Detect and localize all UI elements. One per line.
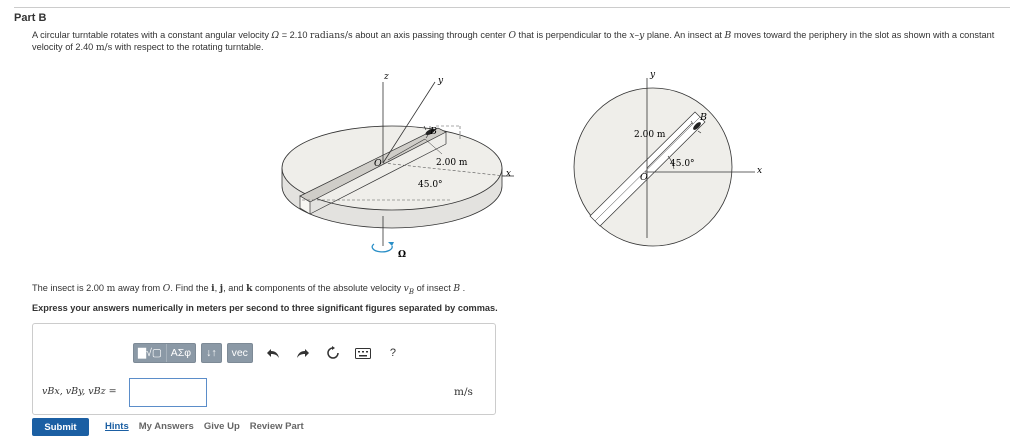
- point-o: O: [508, 30, 516, 41]
- point-o-q: O: [162, 283, 171, 294]
- footer-links: [105, 421, 314, 432]
- arrows-button[interactable]: ↓↑: [206, 347, 217, 359]
- label-omega: Ω: [398, 250, 407, 260]
- keyboard-icon[interactable]: [348, 343, 378, 363]
- turntable-top-view: [574, 70, 762, 246]
- redo-icon[interactable]: [288, 343, 318, 363]
- velocity-symbol: v: [403, 283, 409, 294]
- problem-text-6: moves toward the periphery in the slot as shown with a constant velocity of 2.40: [32, 30, 995, 52]
- question-part-5: components of the absolute velocity: [252, 283, 404, 293]
- velocity-units: m/s: [95, 41, 113, 53]
- omega-units: radians/s: [310, 30, 353, 41]
- greek-button[interactable]: ΑΣφ: [170, 347, 192, 359]
- review-part-link[interactable]: Review Part: [249, 421, 304, 432]
- label-y-left: y: [438, 76, 444, 86]
- label-o-right: O: [640, 172, 648, 183]
- comma: ,: [214, 283, 220, 293]
- answer-units: m/s: [454, 386, 473, 398]
- question-part-4: , and: [223, 283, 247, 293]
- submit-button[interactable]: Submit: [32, 418, 89, 436]
- label-y-right: y: [650, 70, 656, 80]
- question-text: [32, 283, 465, 296]
- help-button[interactable]: ?: [389, 347, 396, 359]
- toolbar-group-vec: [227, 343, 253, 363]
- problem-text-5: plane. An insect at: [644, 30, 725, 40]
- question-part-3: . Find the: [170, 283, 212, 293]
- top-divider: [14, 7, 1010, 8]
- label-x-left: x: [506, 169, 512, 179]
- answer-input[interactable]: [129, 378, 207, 407]
- unit-k: k: [246, 283, 253, 294]
- point-b: B: [724, 30, 732, 41]
- problem-text-3: about an axis passing through center: [352, 30, 509, 40]
- part-title: Part B: [14, 12, 47, 24]
- turntable-3d: [282, 72, 514, 260]
- problem-text-4: that is perpendicular to the: [515, 30, 630, 40]
- question-part-7: .: [460, 283, 466, 293]
- turntable-diagram: [270, 68, 790, 268]
- point-b-q: B: [453, 283, 461, 294]
- label-angle-left: 45.0°: [418, 180, 443, 190]
- label-o-left: O: [374, 158, 382, 169]
- velocity-subscript: B: [408, 287, 415, 296]
- label-b-left: B: [430, 126, 437, 137]
- vec-button[interactable]: vec: [231, 347, 248, 359]
- problem-text-2: = 2.10: [279, 30, 311, 40]
- label-angle-right: 45.0°: [670, 159, 695, 169]
- toolbar-group-math: [133, 343, 196, 363]
- answer-panel: [32, 323, 496, 415]
- problem-text-1: A circular turntable rotates with a constant angular velocity: [32, 30, 272, 40]
- rotation-arrow-icon: [372, 244, 392, 252]
- label-x-right: x: [757, 166, 763, 176]
- problem-text-7: with respect to the rotating turntable.: [112, 41, 264, 52]
- label-z: z: [384, 72, 389, 82]
- give-up-link[interactable]: Give Up: [203, 421, 240, 432]
- unit-j: j: [219, 283, 224, 294]
- xy-plane: x–y: [629, 30, 645, 41]
- hints-link[interactable]: Hints: [105, 421, 129, 432]
- turntable-figure: [270, 68, 790, 268]
- label-dist-right: 2.00 m: [634, 130, 666, 140]
- my-answers-link[interactable]: My Answers: [138, 421, 194, 432]
- unit-i: i: [211, 283, 215, 294]
- unit-m: m: [106, 283, 116, 294]
- answer-label: vBx, vBy, vBz =: [42, 386, 117, 397]
- question-part-2: away from: [115, 283, 163, 293]
- omega-symbol: Ω: [271, 30, 280, 41]
- problem-statement: [32, 30, 1007, 53]
- reset-icon[interactable]: [318, 343, 348, 363]
- toolbar-group-arrows: [201, 343, 222, 363]
- question-part-1: The insect is 2.00: [32, 283, 107, 293]
- label-dist-left: 2.00 m: [436, 158, 468, 168]
- undo-icon[interactable]: [258, 343, 288, 363]
- math-toolbar: [133, 343, 408, 363]
- question-part-6: of insect: [414, 283, 454, 293]
- label-b-right: B: [700, 112, 707, 123]
- templates-button[interactable]: ▇√▢: [134, 344, 167, 362]
- instruction-text: Express your answers numerically in meters per second to three significant figures separated by commas.: [32, 303, 498, 313]
